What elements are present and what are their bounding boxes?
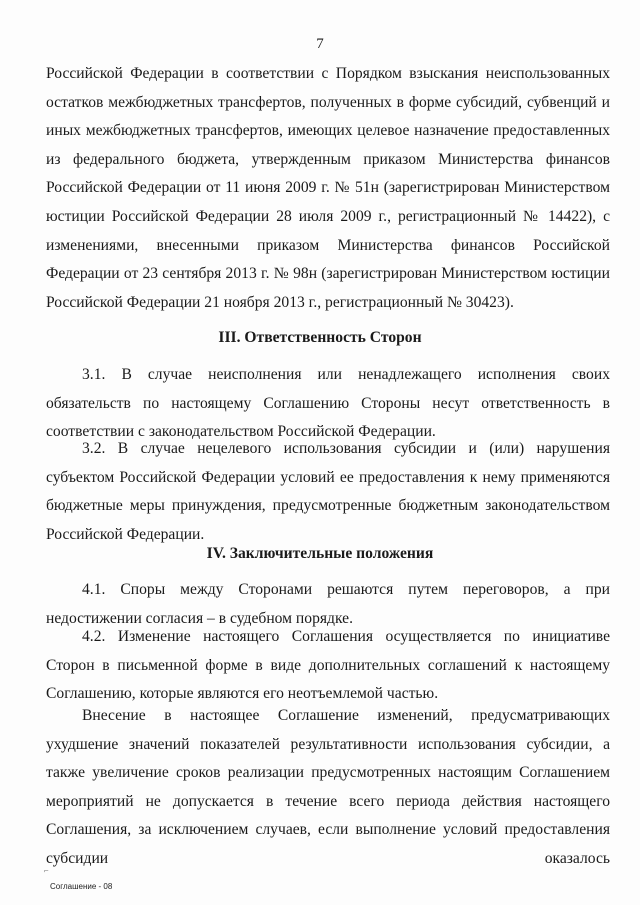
page-number: 7 xyxy=(316,36,324,52)
paragraph-4-2: 4.2. Изменение настоящего Соглашения осуществляется по инициативе Сторон в письменной форме в виде дополнительных соглашений к настоящему Соглашению, которые являются его неотъемлемой частью. xyxy=(46,628,610,703)
section-4-heading: IV. Заключительные положения xyxy=(206,545,434,562)
paragraph-4-1: 4.1. Споры между Сторонами решаются путем переговоров, а при недостижении согласия – в судебном порядке. xyxy=(46,581,610,627)
corner-mark: ⌐ xyxy=(44,866,49,875)
paragraph-3-2: 3.2. В случае нецелевого использования субсидии и (или) нарушения субъектом Российской Федерации условий ее предоставления к нему применяются бюджетные меры принуждения, предусмотренные бюджетным законодательством Российской Федерации. xyxy=(46,440,610,543)
section-3-heading: III. Ответственность Сторон xyxy=(218,329,422,346)
footer-label: Соглашение - 08 xyxy=(50,882,113,891)
paragraph-intro: Российской Федерации в соответствии с Порядком взыскания неиспользованных остатков межбюджетных трансфертов, полученных в форме субсидий, субвенций и иных межбюджетных трансфертов, имеющих целевое назначение предоставленных из федерального бюджета, утвержденным приказом Министерства финансов Российской Федерации от 11 июня 2009 г. № 51н (зарегистрирован Министерством юстиции Российской Федерации 28 июля 2009 г., регистрационный № 14422), с изменениями, внесенными приказом Министерства финансов Российской Федерации от 23 сентября 2013 г. № 98н (зарегистрирован Министерством юстиции Российской Федерации 21 ноября 2013 г., регистрационный № 30423). xyxy=(46,65,610,311)
paragraph-amendments: Внесение в настоящее Соглашение изменений, предусматривающих ухудшение значений показателей результативности использования субсидии, а также увеличение сроков реализации предусмотренных настоящим Соглашением мероприятий не допускается в течение всего периода действия настоящего Соглашения, за исключением случаев, если выполнение условий предоставления субсидии оказалось xyxy=(46,707,610,867)
paragraph-3-1: 3.1. В случае неисполнения или ненадлежащего исполнения своих обязательств по настоящему Соглашению Стороны несут ответственность в соответствии с законодательством Российской Федерации. xyxy=(46,366,610,441)
